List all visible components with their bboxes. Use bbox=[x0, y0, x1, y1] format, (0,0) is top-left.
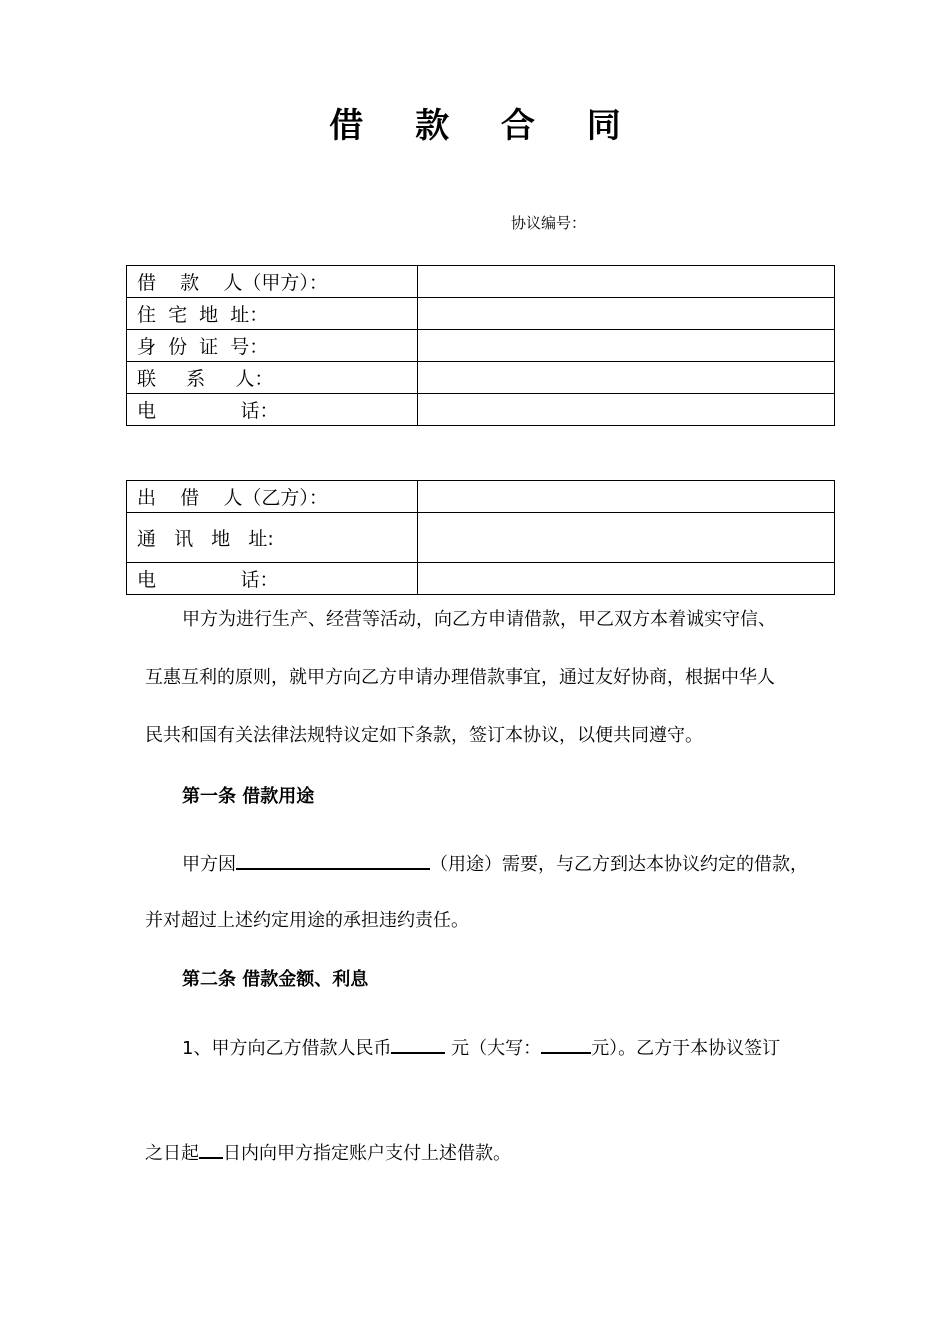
article-2-title: 第二条 借款金额、利息 bbox=[182, 969, 369, 990]
table-row bbox=[127, 513, 835, 563]
article-1-line-1 bbox=[182, 848, 808, 876]
amount-uppercase-blank[interactable] bbox=[541, 1032, 591, 1054]
borrower-address-field[interactable] bbox=[418, 298, 835, 330]
table-row bbox=[127, 266, 835, 298]
article-2-item-1-prefix: 1、甲方向乙方借款人民币 bbox=[182, 1038, 392, 1059]
article-2-item-1-suffix: 元）。乙方于本协议签订 bbox=[591, 1038, 781, 1059]
table-row bbox=[127, 298, 835, 330]
table-row bbox=[127, 394, 835, 426]
borrower-id-field[interactable] bbox=[418, 330, 835, 362]
lender-phone-label: 电 话： bbox=[127, 563, 418, 595]
borrower-id-label: 身 份 证 号： bbox=[127, 330, 418, 362]
table-row bbox=[127, 563, 835, 595]
borrower-phone-field[interactable] bbox=[418, 394, 835, 426]
amount-blank[interactable] bbox=[391, 1032, 445, 1054]
table-row bbox=[127, 362, 835, 394]
days-blank[interactable] bbox=[199, 1137, 223, 1159]
purpose-blank[interactable] bbox=[236, 848, 430, 870]
borrower-contact-field[interactable] bbox=[418, 362, 835, 394]
intro-line-2: 互惠互利的原则，就甲方向乙方申请办理借款事宜，通过友好协商，根据中华人 bbox=[145, 667, 775, 688]
document-title: 借 款 合 同 bbox=[329, 106, 641, 146]
lender-name-field[interactable] bbox=[418, 481, 835, 513]
lender-name-label: 出 借 人（乙方）： bbox=[127, 481, 418, 513]
borrower-address-label: 住 宅 地 址： bbox=[127, 298, 418, 330]
article-2-item-1 bbox=[182, 1032, 780, 1060]
article-1-prefix: 甲方因 bbox=[182, 854, 236, 875]
lender-address-field[interactable] bbox=[418, 513, 835, 563]
article-1-title: 第一条 借款用途 bbox=[182, 786, 315, 807]
table-row bbox=[127, 330, 835, 362]
intro-line-1: 甲方为进行生产、经营等活动，向乙方申请借款，甲乙双方本着诚实守信、 bbox=[182, 609, 776, 630]
article-2-line-2-prefix: 之日起 bbox=[145, 1143, 199, 1164]
article-2-line-2-suffix: 日内向甲方指定账户支付上述借款。 bbox=[223, 1143, 511, 1164]
article-2-line-2 bbox=[145, 1137, 511, 1165]
borrower-info-table bbox=[126, 265, 835, 426]
agreement-number-label: 协议编号： bbox=[511, 214, 587, 232]
article-1-line-2: 并对超过上述约定用途的承担违约责任。 bbox=[145, 910, 469, 931]
borrower-name-label: 借 款 人（甲方）： bbox=[127, 266, 418, 298]
intro-line-3: 民共和国有关法律法规特议定如下条款，签订本协议，以便共同遵守。 bbox=[145, 725, 703, 746]
article-1-suffix: （用途）需要，与乙方到达本协议约定的借款， bbox=[430, 854, 808, 875]
article-2-item-1-mid: 元（大写： bbox=[445, 1038, 542, 1059]
lender-address-label: 通 讯 地 址: bbox=[127, 513, 418, 563]
borrower-contact-label: 联 系 人： bbox=[127, 362, 418, 394]
borrower-name-field[interactable] bbox=[418, 266, 835, 298]
lender-phone-field[interactable] bbox=[418, 563, 835, 595]
table-row bbox=[127, 481, 835, 513]
lender-info-table bbox=[126, 480, 835, 595]
borrower-phone-label: 电 话： bbox=[127, 394, 418, 426]
